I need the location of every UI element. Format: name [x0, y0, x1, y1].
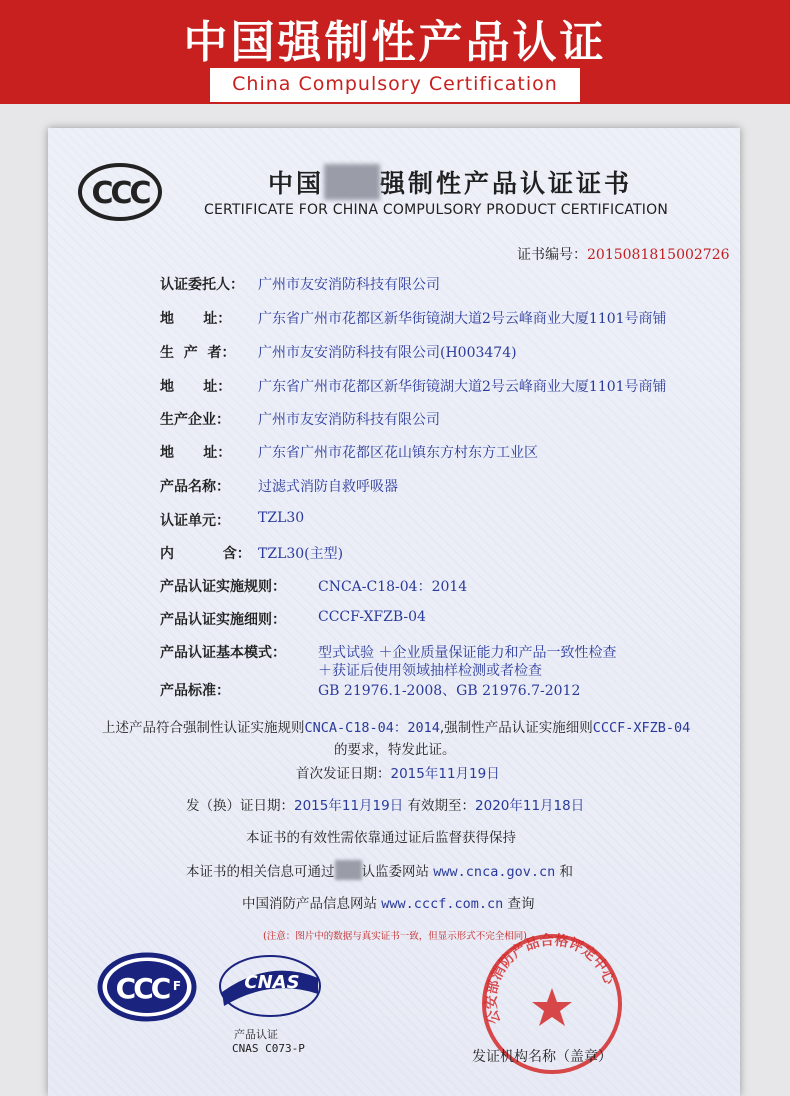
field-value-mode: 型式试验 ＋企业质量保证能力和产品一致性检查	[318, 645, 617, 661]
certificate-subtitle: CERTIFICATE FOR CHINA COMPULSORY PRODUCT CERTIFICATION	[204, 202, 669, 218]
field-label-contains: 内 含：	[160, 546, 251, 562]
validity-note: 本证书的有效性需依靠通过证后监督获得保持	[246, 830, 516, 846]
field-label-address-3: 地 址：	[160, 445, 232, 461]
title-redacted	[324, 164, 380, 200]
cnas-code: CNAS C073-P	[232, 1042, 305, 1055]
statement-line-2: 的要求，特发此证。	[334, 742, 456, 758]
cnas-caption: 产品认证	[234, 1028, 278, 1041]
field-value-address-1: 广东省广州市花都区新华街镜湖大道2号云峰商业大厦1101号商铺	[258, 311, 667, 327]
issuing-authority-signature: 发证机构名称（盖章）	[472, 1049, 612, 1065]
cnas-logo-icon	[212, 948, 328, 1028]
info-line-1: 本证书的相关信息可通过 认监委网站 www.cnca.gov.cn 和	[186, 860, 573, 880]
field-value-factory: 广州市友安消防科技有限公司	[258, 412, 440, 428]
cnas-logo-text: CNAS	[244, 972, 300, 993]
svg-text:CCC: CCC	[115, 972, 169, 1005]
field-value-mode-line2: ＋获证后使用领域抽样检测或者检查	[318, 663, 542, 679]
field-value-manufacturer: 广州市友安消防科技有限公司(H003474)	[258, 345, 517, 361]
statement-line-1: 上述产品符合强制性认证实施规则CNCA-C18-04：2014,强制性产品认证实施细则CCCF-XFZB-04	[102, 720, 691, 736]
cccf-url: www.cccf.com.cn	[381, 896, 504, 912]
info-line-2: 中国消防产品信息网站 www.cccf.com.cn 查询	[242, 896, 535, 912]
seal-text: 公安部消防产品合格评定中心	[483, 932, 618, 1026]
field-label-address-1: 地 址：	[160, 311, 232, 327]
field-label-factory: 生产企业：	[160, 412, 230, 428]
field-label-mode: 产品认证基本模式：	[160, 645, 286, 661]
field-value-detailed-rules: CCCF-XFZB-04	[318, 609, 426, 625]
ccc-logo-icon	[78, 162, 162, 222]
issue-and-validity: 发（换）证日期：2015年11月19日 有效期至：2020年11月18日	[186, 798, 585, 814]
disclaimer-note: (注意：图片中的数据与真实证书一致，但显示形式不完全相同)	[263, 931, 527, 942]
cnca-url: www.cnca.gov.cn	[433, 864, 556, 880]
field-value-address-3: 广东省广州市花都区花山镇东方村东方工业区	[258, 445, 538, 461]
field-label-manufacturer: 生 产 者：	[160, 345, 236, 361]
field-label-product-name: 产品名称：	[160, 479, 230, 495]
field-value-unit: TZL30	[258, 510, 305, 526]
svg-text:F: F	[172, 979, 182, 993]
banner-title: 中国强制性产品认证	[183, 17, 607, 68]
field-value-standard: GB 21976.1-2008、GB 21976.7-2012	[318, 683, 581, 699]
banner-subtitle: China Compulsory Certification	[232, 73, 558, 95]
ccc-f-logo-icon	[96, 952, 198, 1022]
field-value-contains: TZL30(主型)	[258, 546, 344, 562]
field-label-address-2: 地 址：	[160, 379, 232, 395]
certificate-number: 证书编号：2015081815002726	[517, 247, 730, 263]
certificate-title: 中国 强制性产品认证证书	[268, 164, 632, 200]
field-value-address-2: 广东省广州市花都区新华街镜湖大道2号云峰商业大厦1101号商铺	[258, 379, 667, 395]
field-label-unit: 认证单元：	[160, 513, 230, 529]
first-issue-date: 首次发证日期：2015年11月19日	[296, 766, 500, 782]
ccc-logo-text: CCC	[91, 176, 149, 211]
field-label-rules: 产品认证实施规则：	[160, 579, 286, 595]
field-label-standard: 产品标准：	[160, 683, 230, 699]
field-label-applicant: 认证委托人：	[160, 277, 244, 293]
field-label-detailed-rules: 产品认证实施细则：	[160, 612, 286, 628]
field-value-product-name: 过滤式消防自救呼吸器	[258, 479, 398, 495]
info-redacted	[335, 860, 362, 880]
field-value-rules: CNCA-C18-04：2014	[318, 579, 468, 595]
field-value-applicant: 广州市友安消防科技有限公司	[258, 277, 440, 293]
